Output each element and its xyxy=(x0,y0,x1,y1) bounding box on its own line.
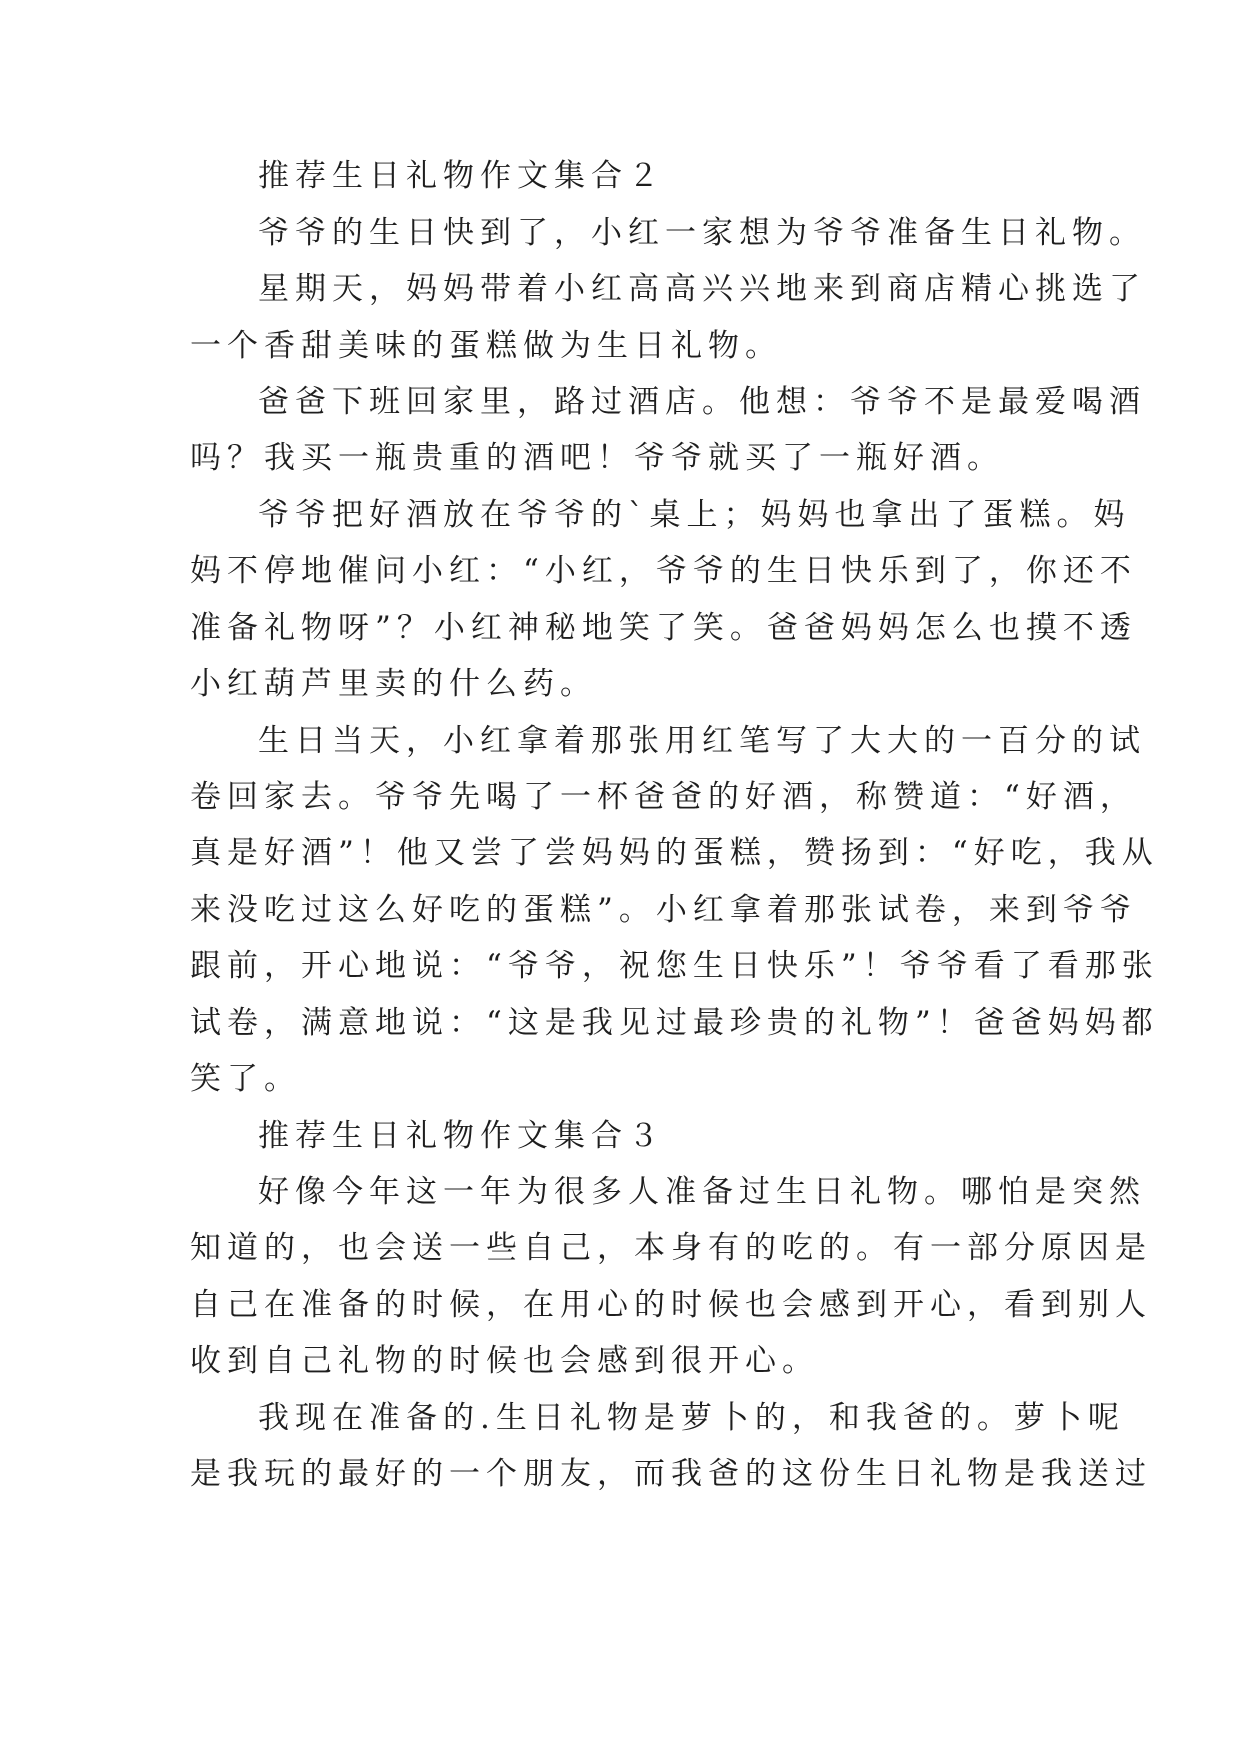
paragraph-line: 小红葫芦里卖的什么药。 xyxy=(190,666,597,702)
paragraph-line: 自己在准备的时候，在用心的时候也会感到开心，看到别人 xyxy=(190,1287,1152,1323)
paragraph-line: 准备礼物呀”？小红神秘地笑了笑。爸爸妈妈怎么也摸不透 xyxy=(190,610,1137,646)
paragraph-line: 生日当天，小红拿着那张用红笔写了大大的一百分的试 xyxy=(258,723,1146,759)
paragraph-line: 收到自己礼物的时候也会感到很开心。 xyxy=(190,1343,819,1379)
paragraph-line: 是我玩的最好的一个朋友，而我爸的这份生日礼物是我送过 xyxy=(190,1456,1152,1492)
paragraph-line: 吗？我买一瓶贵重的酒吧！爷爷就买了一瓶好酒。 xyxy=(190,440,1004,476)
paragraph-line: 来没吃过这么好吃的蛋糕”。小红拿着那张试卷，来到爷爷 xyxy=(190,892,1137,928)
section-heading: 推荐生日礼物作文集合２ xyxy=(258,158,665,194)
paragraph-line: 星期天，妈妈带着小红高高兴兴地来到商店精心挑选了 xyxy=(258,271,1146,307)
paragraph-line: 试卷，满意地说：“这是我见过最珍贵的礼物”！爸爸妈妈都 xyxy=(190,1005,1159,1041)
paragraph-line: 好像今年这一年为很多人准备过生日礼物。哪怕是突然 xyxy=(258,1174,1146,1210)
paragraph-line: 跟前，开心地说：“爷爷，祝您生日快乐”！爷爷看了看那张 xyxy=(190,948,1159,984)
paragraph-line: 妈不停地催问小红：“小红，爷爷的生日快乐到了，你还不 xyxy=(190,553,1137,589)
paragraph-line: 真是好酒”！他又尝了尝妈妈的蛋糕，赞扬到：“好吃，我从 xyxy=(190,835,1159,871)
paragraph-line: 我现在准备的.生日礼物是萝卜的，和我爸的。萝卜呢 xyxy=(258,1400,1125,1436)
paragraph-line: 卷回家去。爷爷先喝了一杯爸爸的好酒，称赞道：“好酒， xyxy=(190,779,1137,815)
paragraph-line: 爸爸下班回家里，路过酒店。他想：爷爷不是最爱喝酒 xyxy=(258,384,1146,420)
section-heading: 推荐生日礼物作文集合３ xyxy=(258,1118,665,1154)
paragraph-line: 爷爷把好酒放在爷爷的`桌上；妈妈也拿出了蛋糕。妈 xyxy=(258,497,1131,533)
paragraph-line: 笑了。 xyxy=(190,1061,301,1097)
paragraph-line: 一个香甜美味的蛋糕做为生日礼物。 xyxy=(190,328,782,364)
paragraph-line: 知道的，也会送一些自己，本身有的吃的。有一部分原因是 xyxy=(190,1230,1152,1266)
paragraph-line: 爷爷的生日快到了，小红一家想为爷爷准备生日礼物。 xyxy=(258,215,1146,251)
